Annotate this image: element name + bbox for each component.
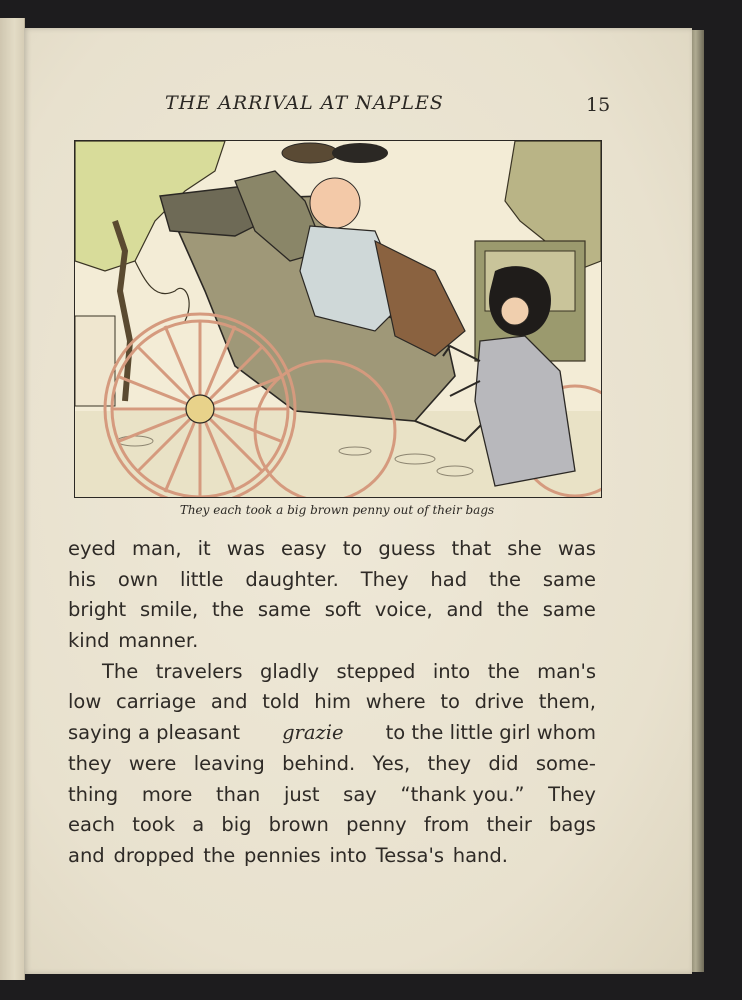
body-text: [68, 534, 596, 872]
running-head: THE ARRIVAL AT NAPLES: [165, 92, 444, 114]
book-cover-edge: [690, 30, 704, 972]
text-line: eyed man, it was easy to guess that she was: [68, 537, 596, 560]
text-line: low carriage and told him where to drive them,: [68, 690, 596, 714]
text-line: saying a pleasant grazie to the little girl whom: [68, 718, 596, 749]
figure-caption: They each took a big brown penny out of their bags: [179, 503, 495, 517]
text-line: and dropped the pennies into Tessa's hand.: [68, 843, 508, 867]
text-line: they were leaving behind. Yes, they did some-: [68, 751, 596, 775]
text-line: bright smile, the same soft voice, and the same: [68, 598, 596, 622]
text-line: his own little daughter. They had the same: [68, 567, 596, 591]
text-line: each took a big brown penny from their bags: [68, 813, 596, 837]
left-page-edge: [0, 18, 25, 980]
italic-word: grazie: [282, 721, 344, 745]
carriage-illustration: [75, 141, 601, 497]
text-line: The travelers gladly stepped into the man's: [102, 659, 596, 683]
page-number: 15: [586, 94, 611, 116]
illustration: [74, 140, 602, 498]
text-line: kind manner.: [68, 629, 199, 653]
text-line: thing more than just say “thank you.” They: [68, 782, 596, 806]
